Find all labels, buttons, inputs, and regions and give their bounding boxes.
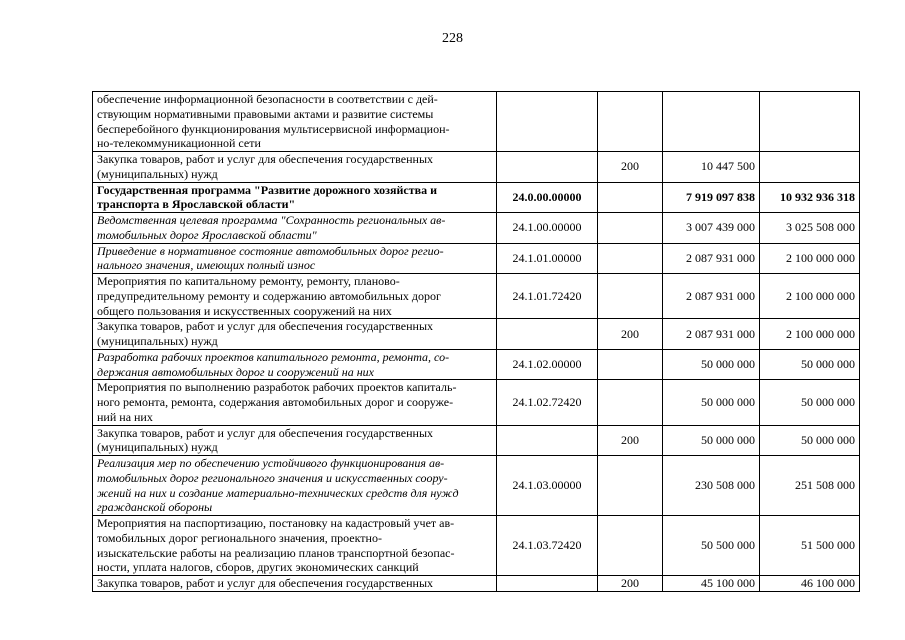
item-name-line: ний на них	[97, 409, 153, 424]
expense-type-cell	[598, 456, 663, 516]
item-name-line: бесперебойного функционирования мультисервисной информацион-	[97, 121, 450, 136]
item-name-line: ного ремонта, ремонта, содержания автомобильных дорог и сооруже-	[97, 395, 454, 409]
classification-code-cell: 24.1.02.00000	[497, 349, 598, 380]
expense-type-cell	[598, 213, 663, 244]
amount-1-cell: 3 007 439 000	[663, 213, 760, 244]
item-name-cell	[93, 92, 497, 152]
item-name-line: Реализация мер по обеспечению устойчивого функционирования ав-	[97, 456, 445, 470]
amount-2-cell: 3 025 508 000	[760, 213, 860, 244]
item-name-line: ности, уплата налогов, сборов, других экономических санкций	[97, 560, 419, 575]
amount-1-cell: 10 447 500	[663, 152, 760, 183]
item-name-line: гражданской обороны	[97, 500, 213, 515]
classification-code-cell: 24.0.00.00000	[497, 182, 598, 213]
amount-1-cell	[663, 92, 760, 152]
expense-type-cell	[598, 516, 663, 576]
amount-1-cell: 7 919 097 838	[663, 182, 760, 213]
classification-code-cell: 24.1.00.00000	[497, 213, 598, 244]
classification-code-cell	[497, 319, 598, 350]
classification-code-cell	[497, 425, 598, 456]
item-name-line: обеспечение информационной безопасности в соответствии с дей-	[97, 92, 438, 106]
amount-2-cell: 50 000 000	[760, 425, 860, 456]
budget-table	[92, 91, 860, 592]
item-name-line: томобильных дорог Ярославской области"	[97, 227, 317, 242]
item-name-line: Закупка товаров, работ и услуг для обеспечения государственных	[97, 319, 434, 334]
table-row	[93, 380, 860, 425]
expense-type-cell	[598, 380, 663, 425]
amount-2-cell: 10 932 936 318	[760, 182, 860, 213]
classification-code-cell: 24.1.03.00000	[497, 456, 598, 516]
amount-2-cell: 251 508 000	[760, 456, 860, 516]
classification-code-cell	[497, 152, 598, 183]
table-row	[93, 576, 860, 592]
amount-2-cell: 51 500 000	[760, 516, 860, 576]
amount-1-cell: 230 508 000	[663, 456, 760, 516]
item-name-cell	[93, 182, 497, 213]
amount-2-cell	[760, 92, 860, 152]
classification-code-cell	[497, 92, 598, 152]
amount-1-cell: 45 100 000	[663, 576, 760, 592]
amount-1-cell: 50 000 000	[663, 425, 760, 456]
expense-type-cell	[598, 182, 663, 213]
item-name-line: ствующим нормативными правовыми актами и развитие системы	[97, 106, 434, 121]
table-row	[93, 319, 860, 350]
expense-type-cell	[598, 274, 663, 319]
amount-2-cell: 2 100 000 000	[760, 274, 860, 319]
expense-type-cell: 200	[598, 576, 663, 592]
expense-type-cell: 200	[598, 319, 663, 350]
item-name-line: (муниципальных) нужд	[97, 334, 218, 348]
amount-1-cell: 50 500 000	[663, 516, 760, 576]
item-name-cell	[93, 576, 497, 592]
table-row	[93, 92, 860, 152]
item-name-cell	[93, 456, 497, 516]
expense-type-cell: 200	[598, 425, 663, 456]
item-name-cell	[93, 349, 497, 380]
classification-code-cell: 24.1.01.00000	[497, 243, 598, 274]
amount-1-cell: 50 000 000	[663, 380, 760, 425]
item-name-cell	[93, 243, 497, 274]
table-row	[93, 456, 860, 516]
item-name-cell	[93, 516, 497, 576]
table-row	[93, 213, 860, 244]
expense-type-cell	[598, 92, 663, 152]
page-number: 228	[442, 31, 463, 46]
amount-2-cell: 50 000 000	[760, 349, 860, 380]
item-name-cell	[93, 425, 497, 456]
item-name-line: (муниципальных) нужд	[97, 166, 218, 181]
classification-code-cell: 24.1.01.72420	[497, 274, 598, 319]
item-name-cell	[93, 274, 497, 319]
expense-type-cell	[598, 349, 663, 380]
item-name-line: Разработка рабочих проектов капитального ремонта, ремонта, со-	[97, 349, 450, 364]
table-row	[93, 274, 860, 319]
amount-1-cell: 2 087 931 000	[663, 319, 760, 350]
amount-2-cell: 2 100 000 000	[760, 319, 860, 350]
item-name-line: Ведомственная целевая программа "Сохранность региональных ав-	[97, 213, 446, 227]
item-name-line: Мероприятия на паспортизацию, постановку на кадастровый учет ав-	[97, 516, 455, 530]
item-name-line: Мероприятия по капитальному ремонту, ремонту, планово-	[97, 274, 400, 288]
classification-code-cell: 24.1.03.72420	[497, 516, 598, 576]
item-name-line: жений на них и создание материально-технических средств для нужд	[97, 485, 459, 500]
item-name-line: Мероприятия по выполнению разработок рабочих проектов капиталь-	[97, 380, 457, 395]
amount-2-cell: 50 000 000	[760, 380, 860, 425]
amount-1-cell: 2 087 931 000	[663, 274, 760, 319]
item-name-line: томобильных дорог регионального значения и искусственных соору-	[97, 470, 448, 485]
table-row	[93, 349, 860, 380]
item-name-line: нального значения, имеющих полный износ	[97, 258, 316, 273]
table-row	[93, 152, 860, 183]
table-row	[93, 182, 860, 213]
amount-2-cell	[760, 152, 860, 183]
table-row	[93, 243, 860, 274]
amount-2-cell: 2 100 000 000	[760, 243, 860, 274]
item-name-line: Закупка товаров, работ и услуг для обеспечения государственных	[97, 152, 434, 166]
item-name-line: (муниципальных) нужд	[97, 440, 218, 455]
item-name-line: предупредительному ремонту и содержанию автомобильных дорог	[97, 288, 441, 303]
item-name-line: Закупка товаров, работ и услуг для обеспечения государственных	[97, 425, 434, 440]
item-name-line: держания автомобильных дорог и сооружений на них	[97, 364, 374, 379]
classification-code-cell: 24.1.02.72420	[497, 380, 598, 425]
item-name-line: Закупка товаров, работ и услуг для обеспечения государственных	[97, 576, 434, 590]
table-row	[93, 425, 860, 456]
amount-1-cell: 2 087 931 000	[663, 243, 760, 274]
item-name-cell	[93, 319, 497, 350]
item-name-line: но-телекоммуникационной сети	[97, 136, 261, 151]
item-name-cell	[93, 380, 497, 425]
item-name-cell	[93, 213, 497, 244]
item-name-line: изыскательские работы на реализацию планов транспортной безопас-	[97, 545, 455, 560]
item-name-line: общего пользования и искусственных сооружений на них	[97, 303, 392, 318]
item-name-line: Государственная программа "Развитие дорожного хозяйства и	[97, 182, 438, 197]
table-row	[93, 516, 860, 576]
amount-2-cell: 46 100 000	[760, 576, 860, 592]
expense-type-cell: 200	[598, 152, 663, 183]
item-name-line: Приведение в нормативное состояние автомобильных дорог регио-	[97, 243, 444, 258]
item-name-line: томобильных дорог регионального значения, проектно-	[97, 530, 382, 545]
classification-code-cell	[497, 576, 598, 592]
amount-1-cell: 50 000 000	[663, 349, 760, 380]
item-name-cell	[93, 152, 497, 183]
expense-type-cell	[598, 243, 663, 274]
item-name-line: транспорта в Ярославской области"	[97, 197, 296, 212]
